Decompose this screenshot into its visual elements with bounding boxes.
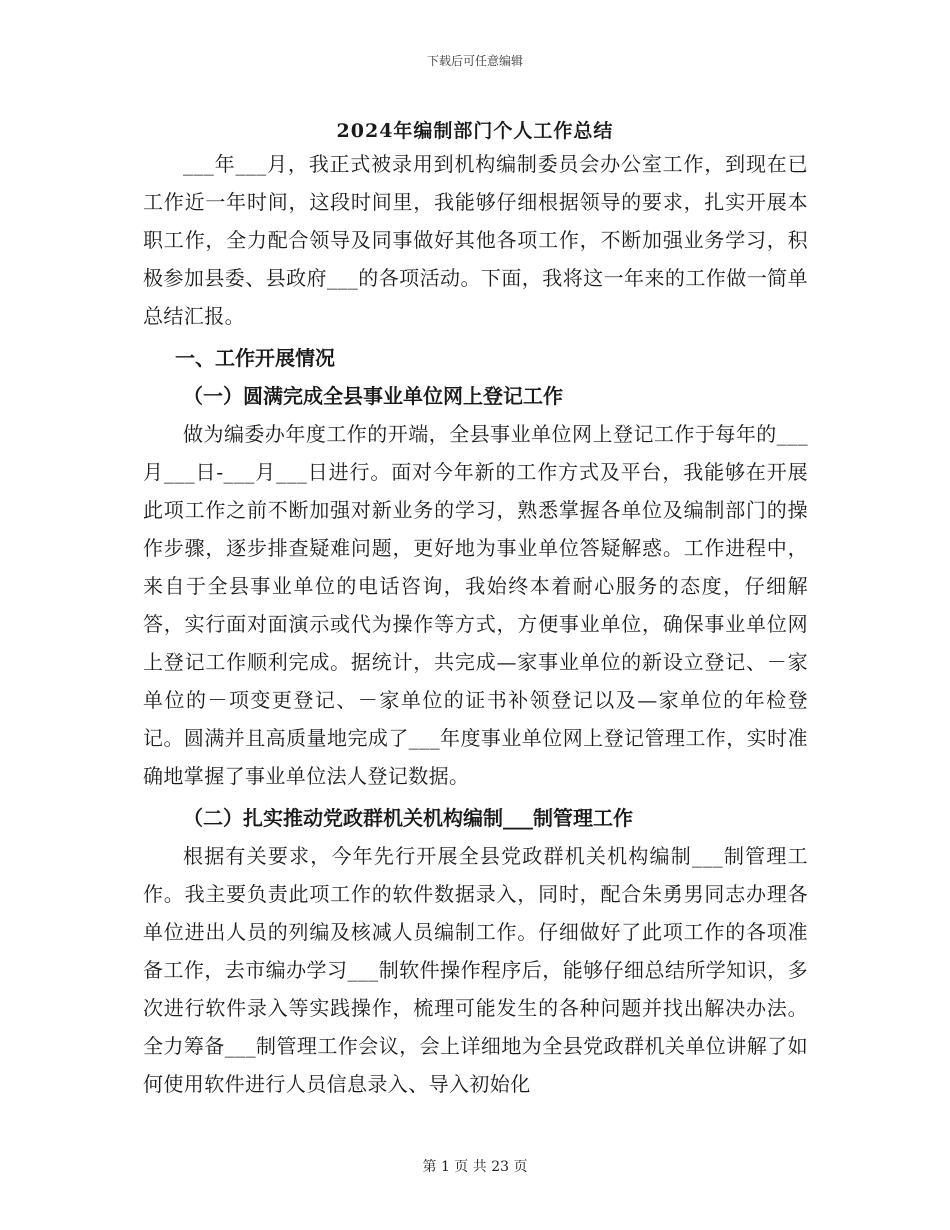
subsection-heading-1: （一）圆满完成全县事业单位网上登记工作 bbox=[183, 384, 563, 408]
section-heading: 一、工作开展情况 bbox=[175, 346, 335, 370]
header-note: 下载后可任意编辑 bbox=[426, 54, 523, 68]
document-title: 2024年编制部门个人工作总结 bbox=[336, 120, 614, 142]
subsection-heading-2: （二）扎实推动党政群机关机构编制___制管理工作 bbox=[183, 806, 633, 830]
page-footer: 第 1 页 共 23 页 bbox=[422, 1159, 528, 1175]
intro-paragraph: ___年___月，我正式被录用到机构编制委员会办公室工作，到现在已工作近一年时间，这段时间里，我能够仔细根据领导的要求，扎实开展本职工作，全力配合领导及同事做好其他各项工作，不断加强业务学习，积极参加县委、县政府___的各项活动。下面，我将这一年来的工作做一简单总结汇报。 bbox=[143, 152, 808, 328]
subsection-paragraph-2: 根据有关要求，今年先行开展全县党政群机关机构编制___制管理工作。我主要负责此项工作的软件数据录入，同时，配合朱勇男同志办理各单位进出人员的列编及核减人员编制工作。仔细做好了此项工作的各项准备工作，去市编办学习___制软件操作程序后，能够仔细总结所学知识，多次进行软件录入等实践操作，梳理可能发生的各种问题并找出解决办法。全力筹备___制管理工作会议，会上详细地为全县党政群机关单位讲解了如何使用软件进行人员信息录入、导入初始化 bbox=[143, 844, 808, 1096]
document-body bbox=[143, 145, 808, 1103]
subsection-paragraph-1: 做为编委办年度工作的开端，全县事业单位网上登记工作于每年的___月___日-___月___日进行。面对今年新的工作方式及平台，我能够在开展此项工作之前不断加强对新业务的学习，熟悉掌握各单位及编制部门的操作步骤，逐步排查疑难问题，更好地为事业单位答疑解惑。工作进程中，来自于全县事业单位的电话咨询，我始终本着耐心服务的态度，仔细解答，实行面对面演示或代为操作等方式，方便事业单位，确保事业单位网上登记工作顺利完成。据统计，共完成—家事业单位的新设立登记、－家单位的－项变更登记、－家单位的证书补领登记以及—家单位的年检登记。圆满并且高质量地完成了___年度事业单位网上登记管理工作，实时准确地掌握了事业单位法人登记数据。 bbox=[143, 422, 808, 788]
